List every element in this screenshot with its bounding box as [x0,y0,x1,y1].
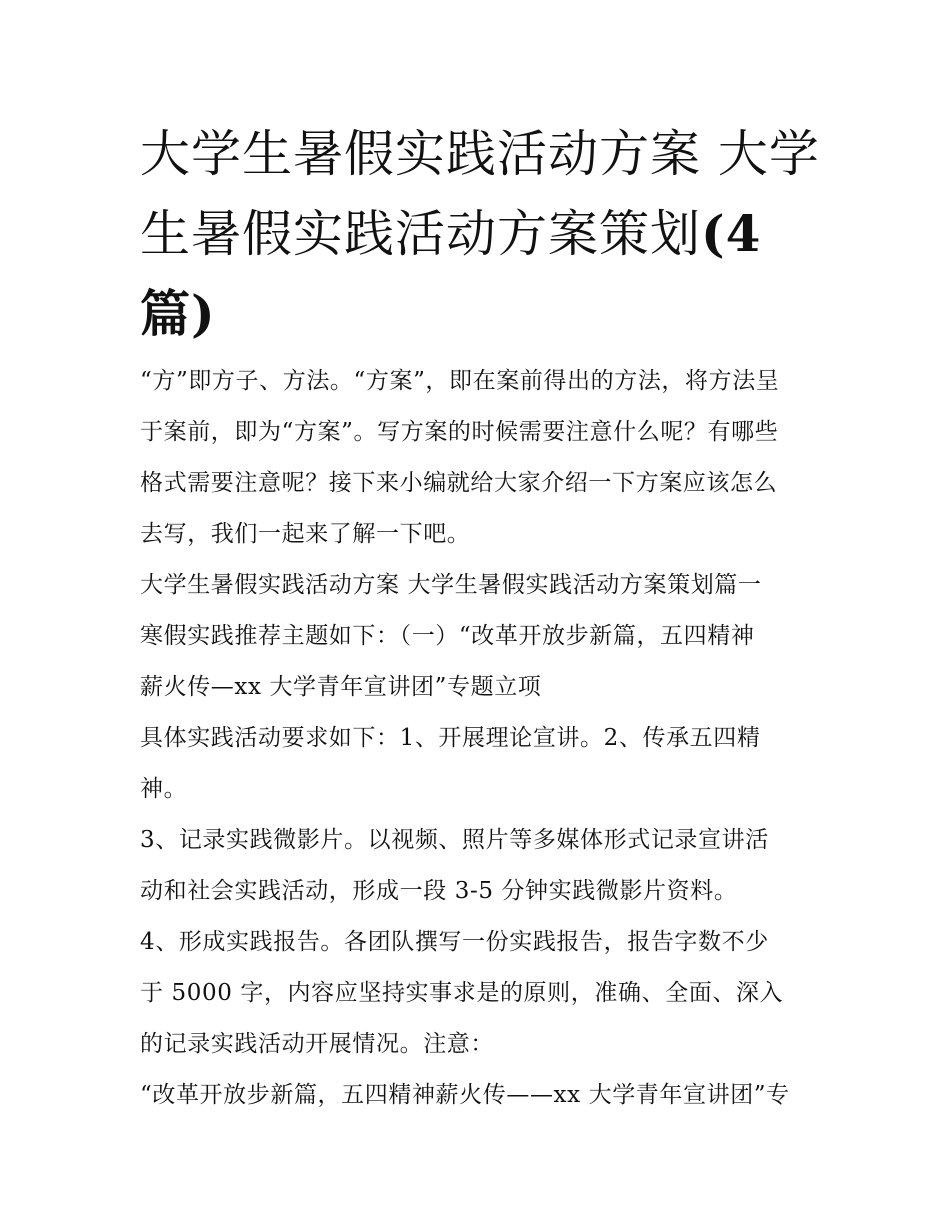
text-line: 去写，我们一起来了解一下吧。 [140,521,471,547]
text-line: 格式需要注意呢？接下来小编就给大家介绍一下方案应该怎么 [140,470,778,496]
title-line [140,194,820,274]
text-line: 具体实践活动要求如下：1、开展理论宣讲。2、传承五四精 [140,725,761,751]
text-line: 3、记录实践微影片。以视频、照片等多媒体形式记录宣讲活 [140,827,769,853]
text-line: 的记录实践活动开展情况。注意： [140,1031,494,1057]
title-line-text: 生暑假实践活动方案策划 [140,205,701,263]
paragraph-item-4 [140,917,820,1070]
paragraph-intro [140,356,820,560]
text-line: 薪火传—xx 大学青年宣讲团”专题立项 [140,674,542,700]
paragraph-item-3 [140,815,820,917]
title-line: 篇) [140,284,216,343]
paragraph-requirements [140,713,820,815]
text-line: 寒假实践推荐主题如下：（一）“改革开放步新篇，五四精神 [140,623,755,649]
title-bold-suffix: (4 [701,204,762,263]
text-line: 神。 [140,776,188,802]
paragraph-section-one [140,560,820,713]
paragraph-topic [140,1070,820,1121]
text-line: 于 5000 字，内容应坚持实事求是的原则，准确、全面、深入 [140,980,784,1006]
text-line: 于案前，即为“方案”。写方案的时候需要注意什么呢？有哪些 [140,419,779,445]
document-title [140,114,820,354]
text-line: 动和社会实践活动，形成一段 3-5 分钟实践微影片资料。 [140,878,738,904]
text-line: 4、形成实践报告。各团队撰写一份实践报告，报告字数不少 [140,929,769,955]
text-line: 大学生暑假实践活动方案 大学生暑假实践活动方案策划篇一 [140,572,762,598]
text-line: “改革开放步新篇，五四精神薪火传——xx 大学青年宣讲团”专 [140,1082,790,1108]
text-line: “方”即方子、方法。“方案”，即在案前得出的方法，将方法呈 [140,368,780,394]
document-body [140,356,820,1121]
title-line: 大学生暑假实践活动方案 大学 [140,125,820,183]
